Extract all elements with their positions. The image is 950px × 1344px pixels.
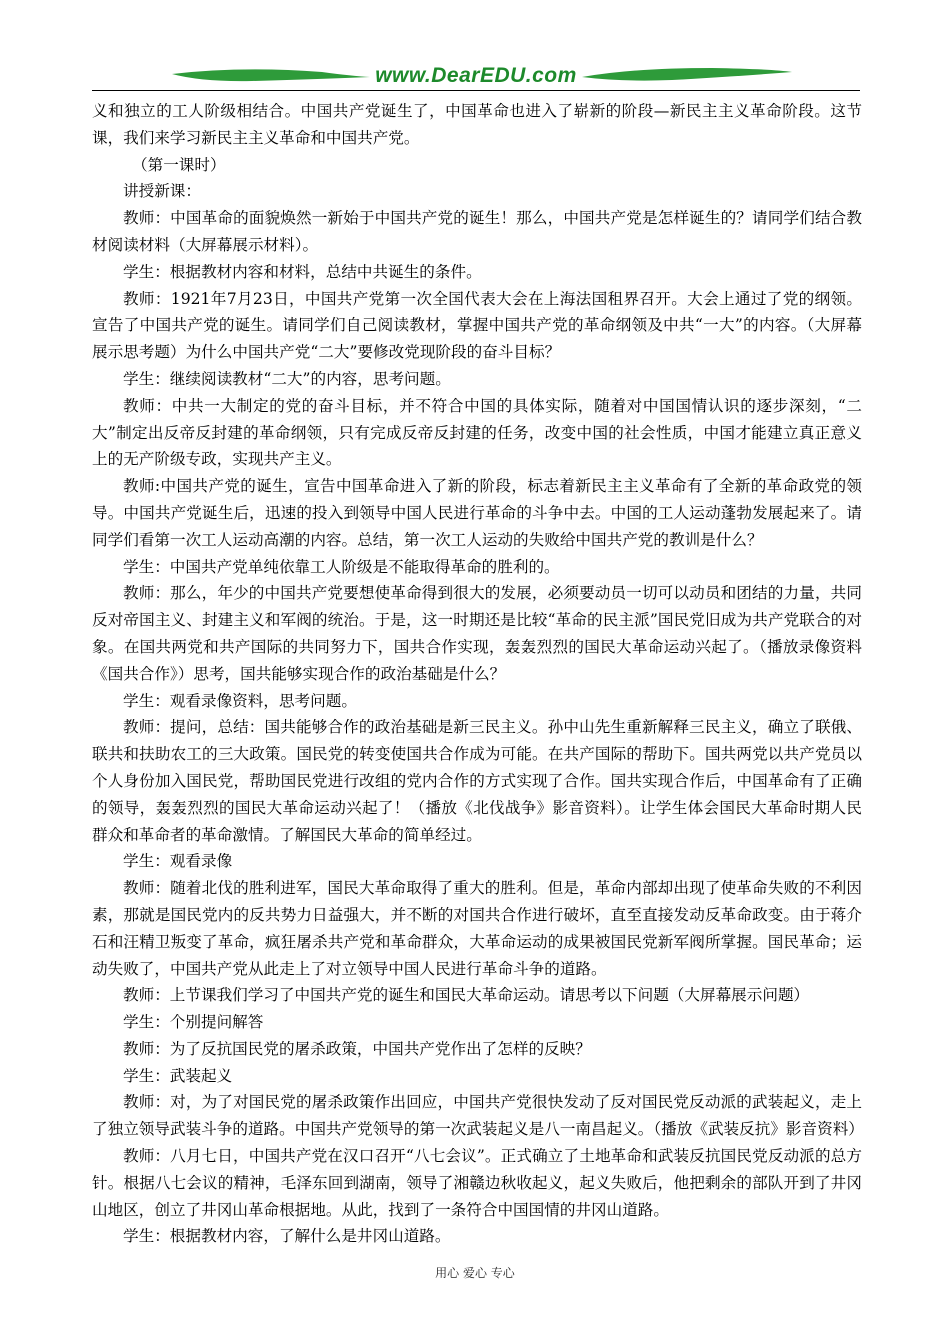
paragraph: 教师：上节课我们学习了中国共产党的诞生和国民大革命运动。请思考以下问题（大屏幕展示问题）: [123, 986, 810, 1005]
paragraph: 学生：观看录像资料，思考问题。: [123, 691, 357, 710]
paragraph: 学生：继续阅读教材“二大”的内容，思考问题。: [123, 369, 451, 388]
paragraph: 教师：随着北伐的胜利进军，国民大革命取得了重大的胜利。但是，革命内部却出现了使革命失败的不利因素，那就是国民党内的反共势力日益强大，并不断的对国共合作进行破坏，直至直接发动反革命政变。由于蒋介石和汪精卫叛变了革命，疯狂屠杀共产党和革命群众，大革命运动的成果被国民党新军阀所掌握。国民革命；运动失败了，中国共产党从此走上了对立领导中国人民进行革命斗争的道路。: [92, 879, 862, 978]
paragraph: 教师：那么，年少的中国共产党要想使革命得到很大的发展，必须要动员一切可以动员和团结的力量，共同反对帝国主义、封建主义和军阀的统治。于是，这一时期还是比较“革命的民主派”国民党旧成为共产党联合的对象。在国共两党和共产国际的共同努力下，国共合作实现，轰轰烈烈的国民大革命运动兴起了。（播放录像资料《国共合作》）思考，国共能够实现合作的政治基础是什么？: [92, 584, 862, 683]
page-footer: 用心 爱心 专心: [435, 1266, 515, 1280]
paragraph: 教师：提问，总结：国共能够合作的政治基础是新三民主义。孙中山先生重新解释三民主义，确立了联俄、联共和扶助农工的三大政策。国民党的转变使国共合作成为可能。在共产国际的帮助下。国共两党以共产党员以个人身份加入国民党，帮助国民党进行改组的党内合作的方式实现了合作。国共实现合作后，中国革命有了正确的领导，轰轰烈烈的国民大革命运动兴起了！（播放《北伐战争》影音资料）。让学生体会国民大革命时期人民群众和革命者的革命激情。了解国民大革命的简单经过。: [92, 718, 862, 844]
paragraph: 学生：个别提问解答: [123, 1013, 264, 1032]
document-body: [92, 98, 862, 1250]
paragraph: 学生：武装起义: [123, 1066, 233, 1085]
paragraph: 义和独立的工人阶级相结合。中国共产党诞生了，中国革命也进入了崭新的阶段—新民主主义革命阶段。这节课，我们来学习新民主主义革命和中国共产党。: [92, 102, 862, 147]
paragraph: （第一课时）: [132, 155, 226, 174]
header-divider: [92, 90, 860, 91]
paragraph: 教师：中国革命的面貌焕然一新始于中国共产党的诞生！那么，中国共产党是怎样诞生的？请同学们结合教材阅读材料（大屏幕展示材料）。: [92, 209, 862, 254]
paragraph: 教师：1921年7月23日，中国共产党第一次全国代表大会在上海法国租界召开。大会上通过了党的纲领。宣告了中国共产党的诞生。请同学们自己阅读教材，掌握中国共产党的革命纲领及中共“一大”的内容。（大屏幕展示思考题）为什么中国共产党“二大”要修改党现阶段的奋斗目标？: [92, 289, 862, 362]
paragraph: 学生：根据教材内容和材料，总结中共诞生的条件。: [123, 262, 482, 281]
site-header: [92, 60, 860, 90]
paragraph: 学生：中国共产党单纯依靠工人阶级是不能取得革命的胜利的。: [123, 557, 560, 576]
paragraph: 教师：为了反抗国民党的屠杀政策，中国共产党作出了怎样的反映？: [123, 1039, 591, 1058]
paragraph: 教师：对，为了对国民党的屠杀政策作出回应，中国共产党很快发动了反对国民党反动派的武装起义，走上了独立领导武装斗争的道路。中国共产党领导的第一次武装起义是八一南昌起义。（播放《武装反抗》影音资料）: [92, 1093, 864, 1139]
paragraph: 学生：观看录像: [123, 852, 233, 871]
site-logo-text: www.DearEDU.com: [375, 64, 577, 87]
paragraph: 学生：根据教材内容，了解什么是井冈山道路。: [123, 1227, 451, 1246]
paragraph: 讲授新课：: [123, 182, 201, 201]
paragraph: 教师：八月七日，中国共产党在汉口召开“八七会议”。正式确立了土地革命和武装反抗国民党反动派的总方针。根据八七会议的精神，毛泽东回到湖南，领导了湘赣边秋收起义，起义失败后，他把剩余的部队开到了井冈山地区，创立了井冈山革命根据地。从此，找到了一条符合中国国情的井冈山道路。: [92, 1147, 862, 1219]
paragraph: 教师：中共一大制定的党的奋斗目标，并不符合中国的具体实际，随着对中国国情认识的逐步深刻，“二大”制定出反帝反封建的革命纲领，只有完成反帝反封建的任务，改变中国的社会性质，中国才能建立真正意义上的无产阶级专政，实现共产主义。: [92, 396, 862, 469]
paragraph: 教师:中国共产党的诞生，宣告中国革命进入了新的阶段，标志着新民主主义革命有了全新的革命政党的领导。中国共产党诞生后，迅速的投入到领导中国人民进行革命的斗争中去。中国的工人运动蓬勃发展起来了。请同学们看第一次工人运动高潮的内容。总结，第一次工人运动的失败给中国共产党的教训是什么？: [92, 477, 862, 549]
